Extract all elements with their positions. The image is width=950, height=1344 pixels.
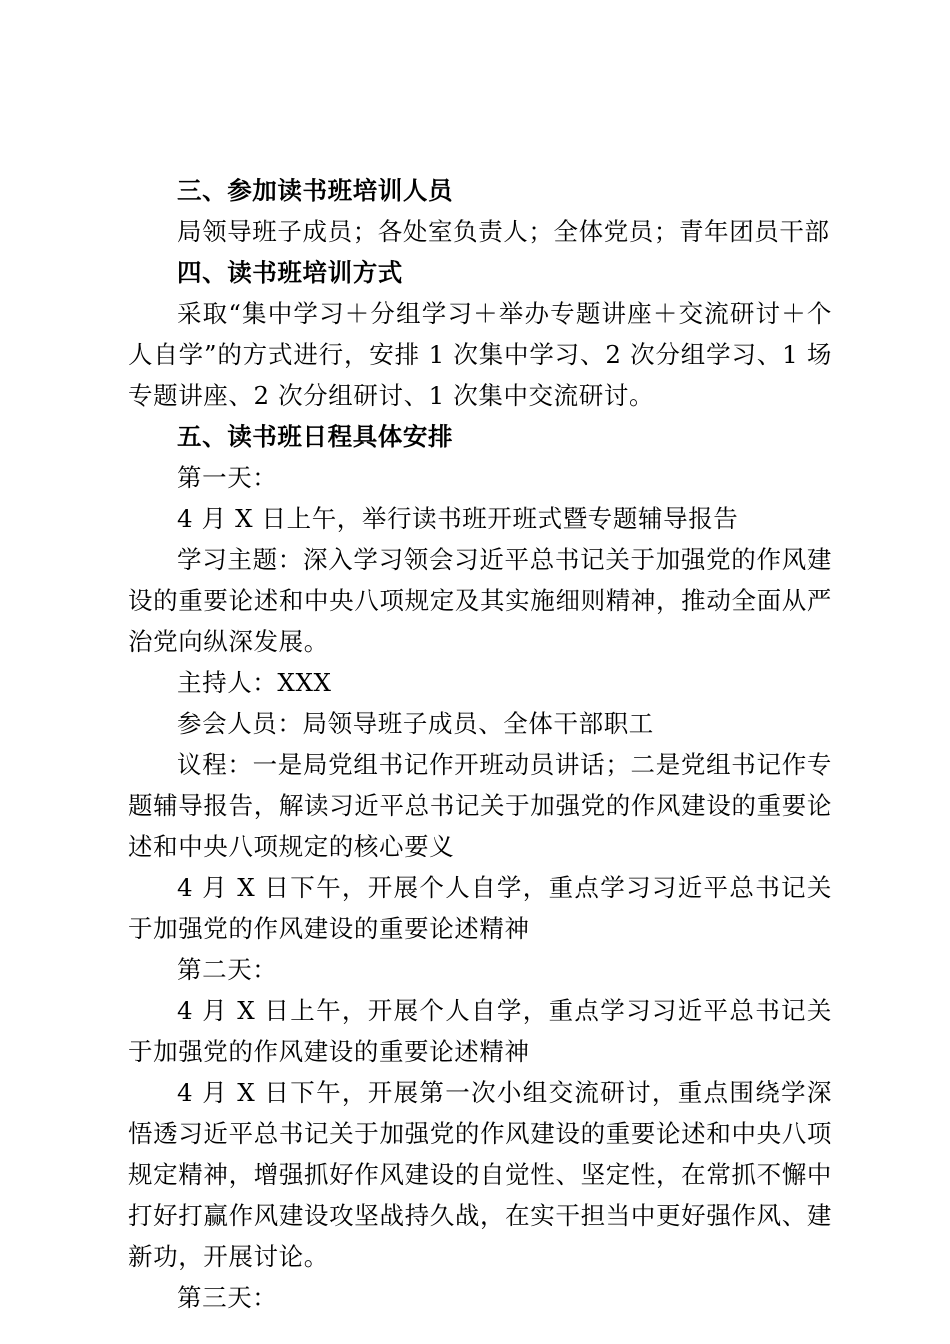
section-heading-schedule: 五、读书班日程具体安排 [177, 422, 454, 451]
day-one-label: 第一天： [177, 463, 278, 492]
participants-paragraph: 局领导班子成员；各处室负责人；全体党员；青年团员干部 [177, 217, 830, 246]
day-two-label: 第二天： [177, 955, 278, 984]
day-one-morning: 4 月 X 日上午，举行读书班开班式暨专题辅导报告 [177, 504, 739, 533]
day-two-afternoon: 4 月 X 日下午，开展第一次小组交流研讨，重点围绕学深悟透习近平总书记关于加强党的作风建设的重要论述和中央八项规定精神，增强抓好作风建设的自觉性、坚定性，在常抓不懈中打好打赢作风建设攻坚战持久战，在实干担当中更好强作风、建新功，开展讨论。 [128, 1078, 832, 1271]
day-two-morning: 4 月 X 日上午，开展个人自学，重点学习习近平总书记关于加强党的作风建设的重要论述精神 [128, 996, 832, 1066]
host-line: 主持人：XXX [177, 668, 332, 697]
training-method-paragraph: 采取“集中学习＋分组学习＋举办专题讲座＋交流研讨＋个人自学”的方式进行，安排 1 次集中学习、2 次分组学习、1 场专题讲座、2 次分组研讨、1 次集中交流研讨。 [128, 299, 832, 410]
day-one-afternoon: 4 月 X 日下午，开展个人自学，重点学习习近平总书记关于加强党的作风建设的重要论述精神 [128, 873, 832, 943]
day-three-label: 第三天： [177, 1283, 278, 1312]
section-heading-training-method: 四、读书班培训方式 [177, 258, 403, 287]
section-heading-participants: 三、参加读书班培训人员 [177, 176, 454, 205]
study-theme-paragraph: 学习主题：深入学习领会习近平总书记关于加强党的作风建设的重要论述和中央八项规定及其实施细则精神，推动全面从严治党向纵深发展。 [128, 545, 832, 656]
attendees-line: 参会人员：局领导班子成员、全体干部职工 [177, 709, 654, 738]
document-body [128, 170, 832, 1318]
agenda-paragraph: 议程：一是局党组书记作开班动员讲话；二是党组书记作专题辅导报告，解读习近平总书记关于加强党的作风建设的重要论述和中央八项规定的核心要义 [128, 750, 832, 861]
